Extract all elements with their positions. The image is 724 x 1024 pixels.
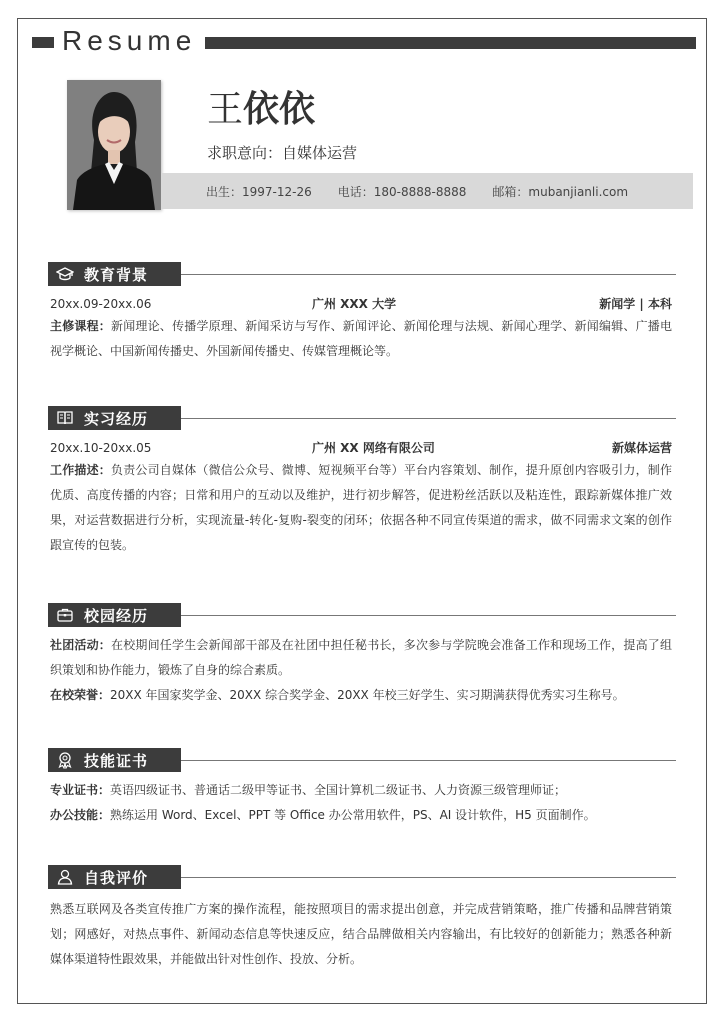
internship-date: 20xx.10-20xx.05 xyxy=(50,441,152,455)
self-evaluation-title: 自我评价 xyxy=(84,868,149,887)
section-divider xyxy=(181,877,676,878)
campus-tag xyxy=(48,603,181,627)
education-title: 教育背景 xyxy=(84,265,149,284)
header-lead-bar xyxy=(32,37,54,48)
campus-section xyxy=(48,603,676,708)
honor-label: 在校荣誉： xyxy=(50,688,111,702)
internship-section xyxy=(48,406,676,558)
campus-title: 校园经历 xyxy=(84,606,149,625)
courses-label: 主修课程： xyxy=(50,319,111,333)
education-section xyxy=(48,262,676,364)
work-description-text: 负责公司自媒体（微信公众号、微博、短视频平台等）平台内容策划、制作，提升原创内容吸引力，制作优质、高度传播的内容；日常和用户的互动以及维护，进行初步解答，促进粉丝活跃以及粘连性，跟踪新媒体推广效果，对运营数据进行分析，实现流量-转化-复购-裂变的闭环；依据各种不同宣传渠道的需求，做不同需求文案的创作跟宣传的包装。 xyxy=(50,463,672,552)
skills-section xyxy=(48,748,676,828)
email-address: 邮箱：mubanjianli.com xyxy=(492,184,629,199)
internship-row xyxy=(48,438,676,458)
certificate-paragraph xyxy=(50,778,672,803)
header-rule-bar xyxy=(205,37,696,49)
skills-title: 技能证书 xyxy=(84,751,149,770)
section-divider xyxy=(181,418,676,419)
self-evaluation-text: 熟悉互联网及各类宣传推广方案的操作流程，能按照项目的需求提出创意，并完成营销策略，推广传播和品牌营销策划；网感好，对热点事件、新闻动态信息等快速反应，结合品牌做相关内容输出，有比较好的创新能力；熟悉各种新媒体渠道特性跟效果，并能做出针对性创作、投放、分析。 xyxy=(50,902,672,966)
office-skills-label: 办公技能： xyxy=(50,808,111,822)
self-evaluation-header xyxy=(48,865,676,889)
campus-header xyxy=(48,603,676,627)
internship-title: 实习经历 xyxy=(84,409,149,428)
office-skills-text: 熟练运用 Word、Excel、PPT 等 Office 办公常用软件，PS、AI 设计软件，H5 页面制作。 xyxy=(110,808,596,822)
self-evaluation-tag xyxy=(48,865,181,889)
book-icon xyxy=(56,409,74,427)
candidate-surname: 王 xyxy=(207,89,244,130)
job-intent: 求职意向：自媒体运营 xyxy=(207,144,358,162)
section-divider xyxy=(181,274,676,275)
graduation-cap-icon xyxy=(56,265,74,283)
office-skills-paragraph xyxy=(50,803,672,828)
honor-text: 20XX 年国家奖学金、20XX 综合奖学金、20XX 年校三好学生、实习期满获得优秀实习生称号。 xyxy=(110,688,625,702)
activity-label: 社团活动： xyxy=(50,638,111,652)
contact-info-bar xyxy=(161,173,693,209)
award-icon xyxy=(56,751,74,769)
profile-photo xyxy=(67,80,161,210)
education-row xyxy=(48,294,676,314)
section-divider xyxy=(181,760,676,761)
resume-header xyxy=(32,25,696,56)
candidate-name xyxy=(207,90,315,130)
skills-tag xyxy=(48,748,181,772)
internship-tag xyxy=(48,406,181,430)
education-date: 20xx.09-20xx.06 xyxy=(50,297,152,311)
resume-title: Resume xyxy=(62,25,197,56)
education-header xyxy=(48,262,676,286)
activity-paragraph xyxy=(50,633,672,683)
skills-header xyxy=(48,748,676,772)
user-icon xyxy=(56,868,74,886)
honor-paragraph xyxy=(50,683,672,708)
work-description-label: 工作描述： xyxy=(50,463,111,477)
briefcase-icon xyxy=(56,606,74,624)
courses-paragraph xyxy=(50,314,672,364)
work-description-paragraph xyxy=(50,458,672,558)
internship-company: 广州 XX 网络有限公司 xyxy=(312,441,435,455)
internship-header xyxy=(48,406,676,430)
education-major: 新闻学 | 本科 xyxy=(599,297,672,311)
activity-text: 在校期间任学生会新闻部干部及在社团中担任秘书长，多次参与学院晚会准备工作和现场工作，提高了组织策划和协作能力，锻炼了自身的综合素质。 xyxy=(50,638,672,677)
section-divider xyxy=(181,615,676,616)
birth-date: 出生：1997-12-26 xyxy=(206,184,312,199)
internship-position: 新媒体运营 xyxy=(611,441,672,455)
education-school: 广州 XXX 大学 xyxy=(312,297,397,311)
phone-number: 电话：180-8888-8888 xyxy=(337,184,467,199)
certificate-text: 英语四级证书、普通话二级甲等证书、全国计算机二级证书、人力资源三级管理师证； xyxy=(110,783,567,797)
self-evaluation-section xyxy=(48,865,676,972)
candidate-given-name: 依依 xyxy=(243,89,316,130)
certificate-label: 专业证书： xyxy=(50,783,111,797)
courses-text: 新闻理论、传播学原理、新闻采访与写作、新闻评论、新闻伦理与法规、新闻心理学、新闻编辑、广播电视学概论、中国新闻传播史、外国新闻传播史、传媒管理概论等。 xyxy=(50,319,672,358)
education-tag xyxy=(48,262,181,286)
